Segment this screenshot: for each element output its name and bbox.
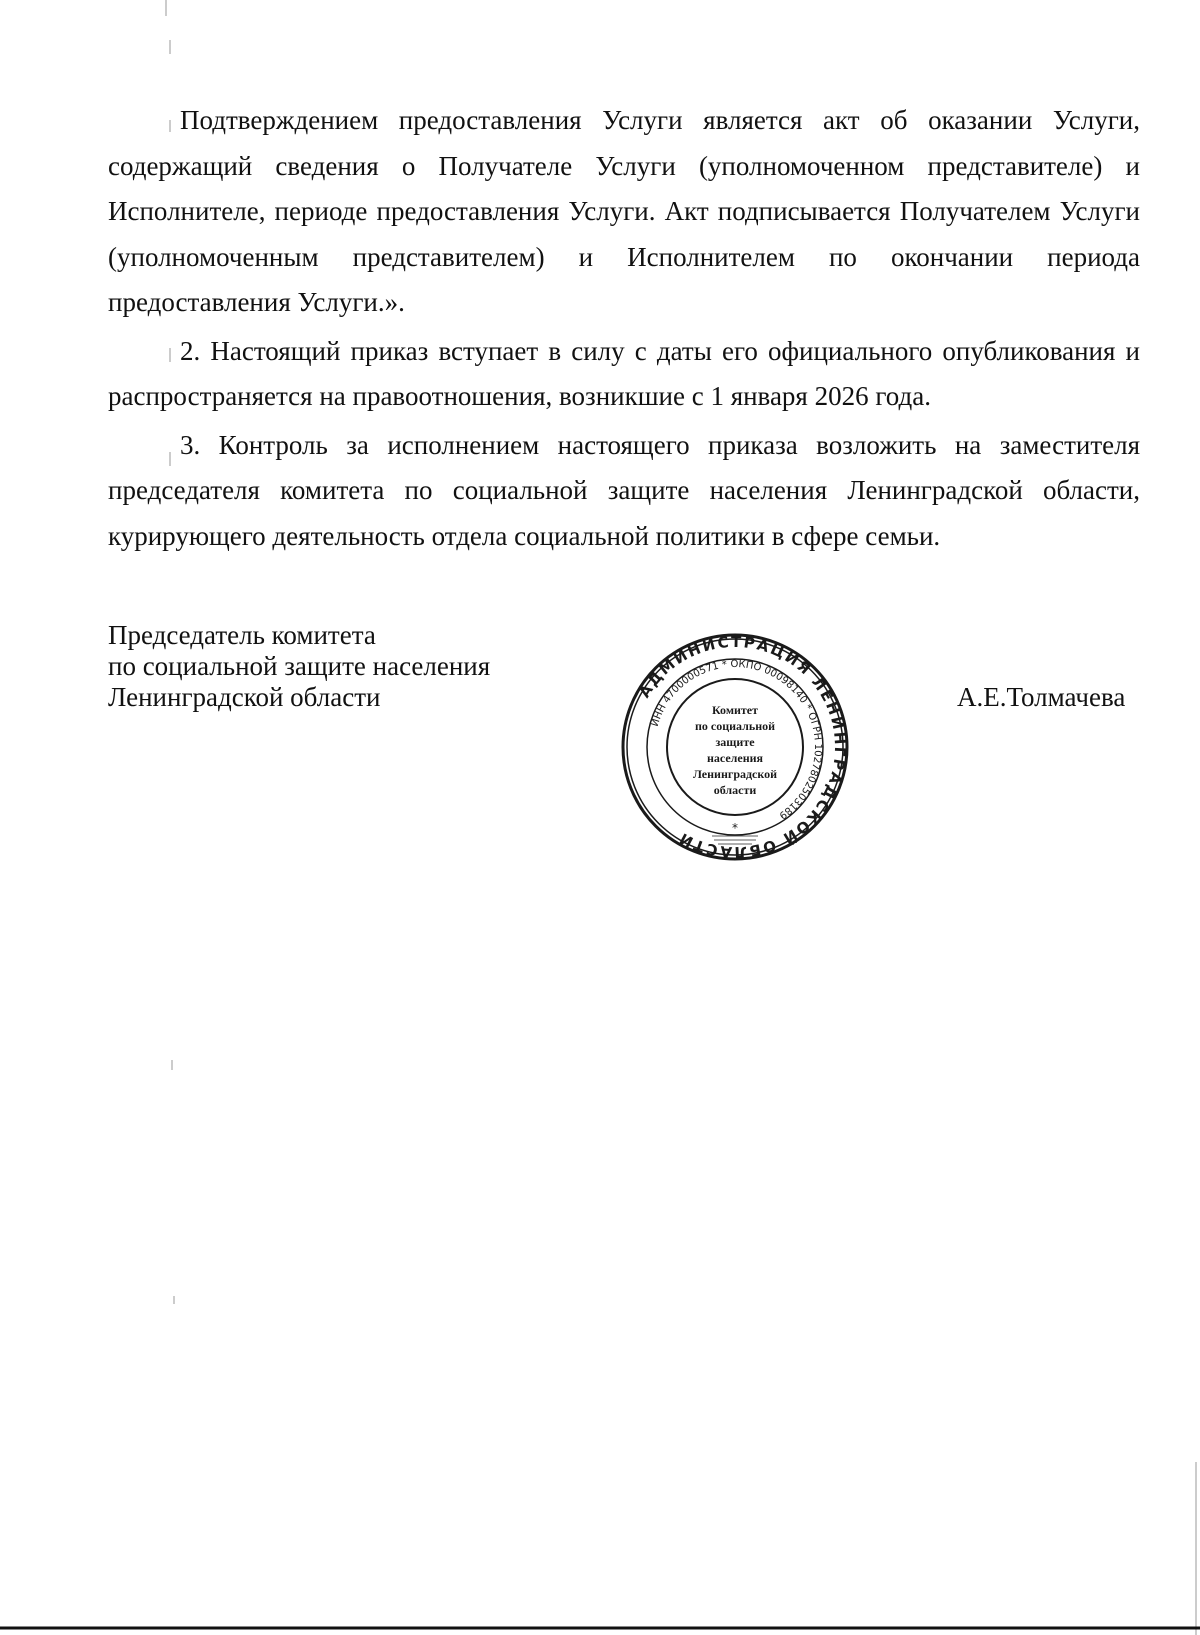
signatory-position (108, 620, 490, 713)
seal-center-line: защите (715, 735, 755, 749)
seal-inner-text: ИНН 4700000571 * ОКПО 00098140 * ОГРН 1027802503189 (649, 658, 824, 821)
seal-center-line: области (713, 783, 757, 797)
signatory-position-line: Ленинградской области (108, 682, 381, 712)
paragraph-act-confirmation: Подтверждением предоставления Услуги является акт об оказании Услуги, содержащий сведения о Получателе Услуги (уполномоченном представителе) и Исполнителе, периоде предоставления Услуги. Акт подписывается Получателем Услуги (уполномоченным представителем) и Исполнителем по окончании периода предоставления Услуги.». (108, 105, 1140, 317)
document-body (108, 98, 1140, 559)
signatory-position-line: Председатель комитета (108, 620, 376, 650)
seal-center-line: Комитет (711, 703, 759, 717)
seal-center-line: Ленинградской (692, 767, 778, 781)
paragraph-control: 3. Контроль за исполнением настоящего приказа возложить на заместителя председателя комитета по социальной защите населения Ленинградской области, курирующего деятельность отдела социальной политики в сфере семьи. (108, 429, 1140, 551)
signatory-name: А.Е.Толмачева (957, 682, 1126, 712)
seal-outer-text: АДМИНИСТРАЦИЯ ЛЕНИНГРАДСКОЙ ОБЛАСТИ (635, 632, 850, 862)
paragraph-effective-date: 2. Настоящий приказ вступает в силу с даты его официального опубликования и распространяется на правоотношения, возникшие с 1 января 2026 года. (108, 335, 1140, 411)
official-seal-graphic (620, 632, 850, 862)
official-seal (620, 632, 850, 862)
signatory-position-line: по социальной защите населения (108, 651, 491, 681)
seal-star-icon: * (732, 821, 738, 835)
seal-center-line: населения (706, 751, 764, 765)
seal-center-line: по социальной (694, 719, 776, 733)
